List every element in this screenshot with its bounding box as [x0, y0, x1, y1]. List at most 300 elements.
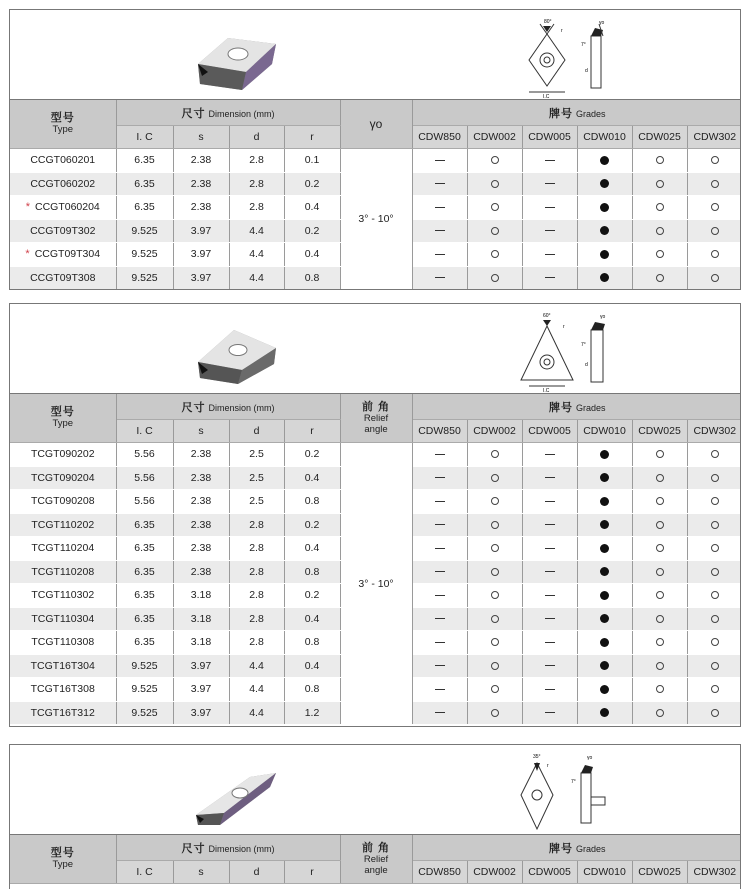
recommended-dot-icon	[600, 661, 609, 670]
relief-angle-header: 前 角 Relief angle	[340, 835, 412, 884]
grade-cell-cdw010	[577, 607, 632, 631]
type-label: TCGT16T312	[30, 706, 95, 719]
ic-cell: 9.525	[116, 678, 173, 702]
applicable-ring-icon	[491, 521, 499, 529]
third-geometry-diagram	[507, 751, 627, 833]
not-recommended-dash-icon	[545, 277, 555, 278]
grade-cell-cdw002	[467, 631, 522, 655]
not-recommended-dash-icon	[545, 230, 555, 231]
applicable-ring-icon	[711, 591, 719, 599]
type-cell	[10, 513, 116, 537]
grades-header: 牌号 Grades	[412, 835, 741, 861]
ic-cell: 6.35	[116, 607, 173, 631]
s-cell: 2.38	[173, 537, 229, 561]
type-label: CCGT060204	[34, 201, 100, 214]
type-cell	[10, 172, 116, 196]
relief-angle-header: 前 角 Relief angle	[340, 394, 412, 443]
recommended-dot-icon	[600, 591, 609, 600]
grade-cell-cdw010	[577, 243, 632, 267]
ic-cell: 9.525	[116, 701, 173, 725]
applicable-ring-icon	[656, 685, 664, 693]
col-grade-cdw002: CDW002	[467, 420, 522, 443]
recommended-dot-icon	[600, 497, 609, 506]
grade-cell-cdw005	[522, 537, 577, 561]
tcgt-insert-image	[190, 326, 280, 386]
grade-cell-cdw025	[632, 701, 687, 725]
grade-cell-cdw850	[412, 466, 467, 490]
grade-cell-cdw025	[632, 678, 687, 702]
applicable-ring-icon	[656, 497, 664, 505]
grade-cell-cdw002	[467, 149, 522, 173]
type-cell	[10, 701, 116, 725]
grade-cell-cdw302	[687, 631, 741, 655]
recommended-dot-icon	[600, 203, 609, 212]
type-cell	[10, 678, 116, 702]
grade-cell-cdw850	[412, 172, 467, 196]
type-cell	[10, 266, 116, 290]
grade-cell-cdw010	[577, 443, 632, 467]
s-cell: 2.38	[173, 560, 229, 584]
col-r: r	[284, 126, 340, 149]
grade-cell-cdw025	[632, 219, 687, 243]
applicable-ring-icon	[711, 274, 719, 282]
applicable-ring-icon	[491, 544, 499, 552]
s-cell: 3.97	[173, 266, 229, 290]
applicable-ring-icon	[656, 662, 664, 670]
applicable-ring-icon	[711, 544, 719, 552]
applicable-ring-icon	[711, 709, 719, 717]
col-grade-cdw302: CDW302	[687, 420, 741, 443]
not-recommended-dash-icon	[435, 230, 445, 231]
tcgt-diagram-a: 7°	[581, 342, 586, 348]
ic-cell: 5.56	[116, 443, 173, 467]
grade-cell-cdw850	[412, 654, 467, 678]
grade-cell-cdw010	[577, 584, 632, 608]
grade-cell-cdw005	[522, 654, 577, 678]
tcgt-diagram-ic: I.C	[543, 388, 550, 392]
grade-cell-cdw302	[687, 537, 741, 561]
applicable-ring-icon	[491, 568, 499, 576]
ccgt-diagram-a: 7°	[581, 42, 586, 48]
applicable-ring-icon	[711, 203, 719, 211]
dimension-header: 尺寸 Dimension (mm)	[116, 394, 340, 420]
s-cell: 2.38	[173, 490, 229, 514]
not-recommended-dash-icon	[545, 548, 555, 549]
applicable-ring-icon	[491, 203, 499, 211]
grade-cell-cdw010	[577, 466, 632, 490]
grade-cell-cdw025	[632, 584, 687, 608]
grade-cell-cdw010	[577, 631, 632, 655]
applicable-ring-icon	[711, 662, 719, 670]
applicable-ring-icon	[491, 180, 499, 188]
type-label: CCGT060202	[30, 177, 96, 190]
grade-cell-cdw010	[577, 149, 632, 173]
not-recommended-dash-icon	[545, 207, 555, 208]
s-cell: 3.97	[173, 654, 229, 678]
applicable-ring-icon	[656, 591, 664, 599]
not-recommended-dash-icon	[435, 524, 445, 525]
applicable-ring-icon	[656, 227, 664, 235]
grade-cell-cdw002	[467, 654, 522, 678]
applicable-ring-icon	[656, 709, 664, 717]
applicable-ring-icon	[711, 497, 719, 505]
col-grade-cdw002: CDW002	[467, 861, 522, 884]
grade-cell-cdw302	[687, 654, 741, 678]
grade-cell-cdw025	[632, 631, 687, 655]
ic-cell: 6.35	[116, 149, 173, 173]
ccgt-geometry-diagram	[507, 16, 627, 98]
d-cell: 2.8	[229, 631, 284, 655]
applicable-ring-icon	[491, 497, 499, 505]
grade-cell-cdw002	[467, 584, 522, 608]
applicable-ring-icon	[711, 521, 719, 529]
third-diagram-gamma: γo	[587, 755, 593, 761]
applicable-ring-icon	[656, 250, 664, 258]
tcgt-diagram-angle: 60°	[543, 313, 551, 319]
type-cell	[10, 560, 116, 584]
grade-cell-cdw850	[412, 243, 467, 267]
grade-cell-cdw005	[522, 172, 577, 196]
grade-cell-cdw025	[632, 196, 687, 220]
not-recommended-dash-icon	[435, 642, 445, 643]
d-cell: 2.8	[229, 560, 284, 584]
grade-cell-cdw005	[522, 243, 577, 267]
grade-cell-cdw002	[467, 513, 522, 537]
applicable-ring-icon	[491, 638, 499, 646]
grade-cell-cdw302	[687, 678, 741, 702]
not-recommended-dash-icon	[545, 712, 555, 713]
type-label: TCGT110302	[31, 589, 95, 602]
col-s: s	[173, 861, 229, 884]
s-cell: 3.97	[173, 219, 229, 243]
type-cell	[10, 654, 116, 678]
ccgt-diagram-r: r	[561, 28, 563, 34]
grade-cell-cdw302	[687, 172, 741, 196]
not-recommended-dash-icon	[545, 665, 555, 666]
grade-cell-cdw002	[467, 196, 522, 220]
applicable-ring-icon	[491, 615, 499, 623]
grade-cell-cdw010	[577, 537, 632, 561]
type-label: CCGT060201	[30, 154, 96, 167]
grade-cell-cdw850	[412, 701, 467, 725]
grade-cell-cdw005	[522, 560, 577, 584]
d-cell: 4.4	[229, 219, 284, 243]
col-r: r	[284, 420, 340, 443]
ccgt-diagram-ic: I.C	[543, 94, 550, 98]
grade-cell-cdw302	[687, 466, 741, 490]
col-d: d	[229, 861, 284, 884]
angle-cell: 3° - 10°	[340, 443, 412, 725]
r-cell: 0.8	[284, 490, 340, 514]
grade-cell-cdw850	[412, 490, 467, 514]
s-cell: 2.38	[173, 466, 229, 490]
applicable-ring-icon	[711, 568, 719, 576]
s-cell: 3.18	[173, 631, 229, 655]
grade-cell-cdw850	[412, 678, 467, 702]
grade-cell-cdw850	[412, 443, 467, 467]
star-marker-icon: *	[25, 201, 30, 214]
grade-cell-cdw025	[632, 654, 687, 678]
grades-header: 牌号 Grades	[412, 100, 741, 126]
grade-cell-cdw025	[632, 537, 687, 561]
not-recommended-dash-icon	[435, 689, 445, 690]
not-recommended-dash-icon	[435, 454, 445, 455]
applicable-ring-icon	[491, 709, 499, 717]
not-recommended-dash-icon	[435, 571, 445, 572]
grade-cell-cdw302	[687, 196, 741, 220]
recommended-dot-icon	[600, 250, 609, 259]
recommended-dot-icon	[600, 708, 609, 717]
type-label: TCGT16T304	[30, 659, 95, 672]
grade-cell-cdw025	[632, 243, 687, 267]
grade-cell-cdw025	[632, 466, 687, 490]
d-cell: 2.8	[229, 513, 284, 537]
type-cell	[10, 196, 116, 220]
not-recommended-dash-icon	[545, 571, 555, 572]
ccgt-banner	[10, 10, 740, 100]
col-r: r	[284, 861, 340, 884]
applicable-ring-icon	[656, 568, 664, 576]
d-cell: 2.8	[229, 537, 284, 561]
not-recommended-dash-icon	[545, 524, 555, 525]
ic-cell: 6.35	[116, 537, 173, 561]
recommended-dot-icon	[600, 614, 609, 623]
grade-cell-cdw005	[522, 631, 577, 655]
star-marker-icon: *	[25, 248, 30, 261]
d-cell: 2.5	[229, 490, 284, 514]
recommended-dot-icon	[600, 450, 609, 459]
type-header: 型号 Type	[10, 100, 116, 149]
recommended-dot-icon	[600, 156, 609, 165]
type-label: CCGT09T304	[34, 248, 101, 261]
not-recommended-dash-icon	[435, 548, 445, 549]
table-row	[10, 149, 741, 173]
grade-cell-cdw002	[467, 266, 522, 290]
d-cell: 2.5	[229, 466, 284, 490]
tcgt-diagram-d: d	[585, 362, 588, 368]
applicable-ring-icon	[711, 250, 719, 258]
ic-cell: 6.35	[116, 172, 173, 196]
col-grade-cdw850: CDW850	[412, 126, 467, 149]
col-s: s	[173, 420, 229, 443]
recommended-dot-icon	[600, 638, 609, 647]
type-label: TCGT110204	[31, 542, 95, 555]
grade-cell-cdw005	[522, 196, 577, 220]
type-label: TCGT110308	[31, 636, 95, 649]
ic-cell: 6.35	[116, 513, 173, 537]
applicable-ring-icon	[491, 450, 499, 458]
grade-cell-cdw010	[577, 196, 632, 220]
tcgt-rows	[10, 443, 741, 725]
recommended-dot-icon	[600, 226, 609, 235]
grade-cell-cdw005	[522, 678, 577, 702]
tcgt-diagram-gamma: γo	[600, 314, 606, 320]
ccgt-section	[9, 9, 741, 290]
col-ic: I. C	[116, 861, 173, 884]
col-grade-cdw010: CDW010	[577, 126, 632, 149]
grade-cell-cdw850	[412, 513, 467, 537]
d-cell: 4.4	[229, 243, 284, 267]
grade-cell-cdw002	[467, 172, 522, 196]
type-cell	[10, 443, 116, 467]
grade-cell-cdw002	[467, 537, 522, 561]
type-cell	[10, 149, 116, 173]
r-cell: 0.8	[284, 631, 340, 655]
not-recommended-dash-icon	[545, 689, 555, 690]
grade-cell-cdw025	[632, 607, 687, 631]
d-cell: 2.8	[229, 607, 284, 631]
grade-cell-cdw005	[522, 584, 577, 608]
grade-cell-cdw002	[467, 243, 522, 267]
r-cell: 0.4	[284, 654, 340, 678]
not-recommended-dash-icon	[545, 618, 555, 619]
type-cell	[10, 466, 116, 490]
applicable-ring-icon	[656, 615, 664, 623]
not-recommended-dash-icon	[545, 183, 555, 184]
ic-cell: 6.35	[116, 196, 173, 220]
ic-cell: 6.35	[116, 560, 173, 584]
s-cell: 3.18	[173, 607, 229, 631]
applicable-ring-icon	[656, 638, 664, 646]
applicable-ring-icon	[656, 274, 664, 282]
not-recommended-dash-icon	[435, 160, 445, 161]
type-cell	[10, 584, 116, 608]
grade-cell-cdw010	[577, 490, 632, 514]
r-cell: 0.4	[284, 196, 340, 220]
s-cell: 3.97	[173, 701, 229, 725]
type-cell	[10, 219, 116, 243]
r-cell: 0.4	[284, 466, 340, 490]
not-recommended-dash-icon	[435, 277, 445, 278]
r-cell: 0.4	[284, 607, 340, 631]
type-cell	[10, 631, 116, 655]
grade-cell-cdw025	[632, 513, 687, 537]
grade-cell-cdw850	[412, 219, 467, 243]
type-label: TCGT110202	[31, 518, 95, 531]
ccgt-diagram-angle: 80°	[544, 19, 552, 25]
ccgt-diagram-d: d	[585, 68, 588, 74]
s-cell: 2.38	[173, 172, 229, 196]
r-cell: 0.8	[284, 560, 340, 584]
grade-cell-cdw302	[687, 443, 741, 467]
table-row	[10, 443, 741, 467]
r-cell: 0.8	[284, 266, 340, 290]
not-recommended-dash-icon	[435, 477, 445, 478]
gamma-header: γo	[340, 100, 412, 149]
grade-cell-cdw302	[687, 607, 741, 631]
recommended-dot-icon	[600, 473, 609, 482]
grade-cell-cdw850	[412, 149, 467, 173]
d-cell: 2.8	[229, 584, 284, 608]
col-grade-cdw302: CDW302	[687, 861, 741, 884]
s-cell: 2.38	[173, 196, 229, 220]
applicable-ring-icon	[491, 685, 499, 693]
grade-cell-cdw850	[412, 631, 467, 655]
tcgt-section	[9, 303, 741, 727]
grade-cell-cdw005	[522, 443, 577, 467]
applicable-ring-icon	[711, 156, 719, 164]
grade-cell-cdw302	[687, 243, 741, 267]
grade-cell-cdw850	[412, 584, 467, 608]
col-grade-cdw025: CDW025	[632, 126, 687, 149]
third-diagram-angle: 35°	[533, 754, 541, 760]
r-cell: 0.1	[284, 149, 340, 173]
recommended-dot-icon	[600, 520, 609, 529]
ccgt-insert-image	[190, 32, 280, 92]
third-insert-image	[190, 767, 280, 827]
type-label: TCGT090202	[30, 448, 95, 461]
applicable-ring-icon	[491, 156, 499, 164]
grade-cell-cdw002	[467, 607, 522, 631]
type-label: CCGT09T302	[30, 224, 96, 237]
grade-cell-cdw010	[577, 219, 632, 243]
col-grade-cdw302: CDW302	[687, 126, 741, 149]
applicable-ring-icon	[711, 180, 719, 188]
s-cell: 2.38	[173, 149, 229, 173]
ic-cell: 9.525	[116, 654, 173, 678]
not-recommended-dash-icon	[435, 595, 445, 596]
not-recommended-dash-icon	[545, 595, 555, 596]
r-cell: 1.2	[284, 701, 340, 725]
d-cell: 4.4	[229, 654, 284, 678]
applicable-ring-icon	[711, 474, 719, 482]
type-label: TCGT090204	[30, 471, 95, 484]
applicable-ring-icon	[491, 250, 499, 258]
type-label: TCGT110208	[31, 565, 95, 578]
recommended-dot-icon	[600, 685, 609, 694]
grade-cell-cdw005	[522, 266, 577, 290]
not-recommended-dash-icon	[545, 454, 555, 455]
not-recommended-dash-icon	[435, 207, 445, 208]
col-grade-cdw850: CDW850	[412, 420, 467, 443]
r-cell: 0.2	[284, 584, 340, 608]
tcgt-diagram-r: r	[563, 324, 565, 330]
grade-cell-cdw005	[522, 701, 577, 725]
ic-cell: 9.525	[116, 219, 173, 243]
not-recommended-dash-icon	[435, 183, 445, 184]
not-recommended-dash-icon	[435, 254, 445, 255]
col-grade-cdw010: CDW010	[577, 861, 632, 884]
col-grade-cdw005: CDW005	[522, 861, 577, 884]
not-recommended-dash-icon	[435, 618, 445, 619]
not-recommended-dash-icon	[435, 501, 445, 502]
d-cell: 2.8	[229, 196, 284, 220]
d-cell: 2.8	[229, 149, 284, 173]
d-cell: 2.8	[229, 172, 284, 196]
applicable-ring-icon	[656, 156, 664, 164]
grade-cell-cdw302	[687, 701, 741, 725]
type-header: 型号 Type	[10, 835, 116, 884]
not-recommended-dash-icon	[545, 501, 555, 502]
col-grade-cdw025: CDW025	[632, 420, 687, 443]
col-ic: I. C	[116, 126, 173, 149]
ccgt-table	[10, 100, 741, 290]
grade-cell-cdw850	[412, 560, 467, 584]
d-cell: 4.4	[229, 678, 284, 702]
applicable-ring-icon	[711, 450, 719, 458]
applicable-ring-icon	[656, 544, 664, 552]
grade-cell-cdw010	[577, 513, 632, 537]
applicable-ring-icon	[711, 638, 719, 646]
type-cell	[10, 537, 116, 561]
grade-cell-cdw005	[522, 219, 577, 243]
third-banner	[10, 745, 740, 835]
ccgt-diagram-gamma: γo	[599, 20, 605, 26]
s-cell: 3.97	[173, 243, 229, 267]
ic-cell: 9.525	[116, 243, 173, 267]
applicable-ring-icon	[656, 450, 664, 458]
type-label: TCGT16T308	[30, 683, 95, 696]
